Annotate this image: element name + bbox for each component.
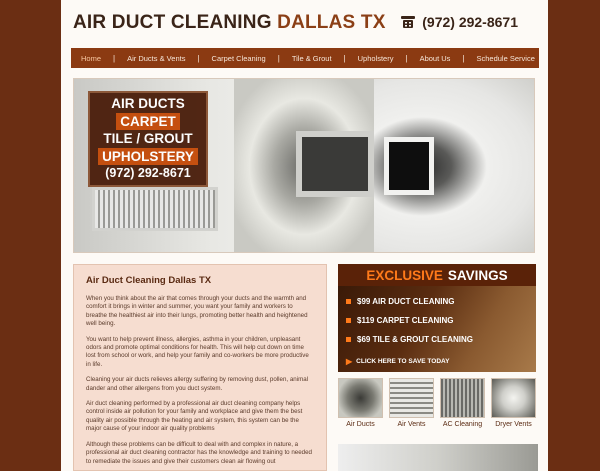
- promo-offer-text: $119 CARPET CLEANING: [357, 316, 454, 325]
- thumb-caption: Air Ducts: [346, 421, 375, 428]
- nav-separator: |: [405, 53, 408, 63]
- content-paragraph: When you think about the air that comes through your ducts and the warmth and comfort it brings in winter and summer, you want your family and workers to breathe the healthiest air into their lungs, promoting better health and heightened well being.: [86, 295, 308, 328]
- vent-grille-image: [92, 187, 218, 231]
- promo-offer-text: $69 TILE & GROUT CLEANING: [357, 335, 474, 344]
- hero-line-tile-grout: TILE / GROUT: [103, 131, 193, 147]
- air-vents-image: [389, 378, 434, 418]
- page-container: [61, 0, 548, 471]
- site-header: [61, 0, 548, 44]
- promo-header: [338, 264, 536, 286]
- hero-banner: [73, 78, 535, 253]
- main-nav: [71, 48, 539, 68]
- promo-head-exclusive: EXCLUSIVE: [366, 267, 443, 283]
- bullet-icon: [346, 318, 351, 323]
- nav-separator: |: [197, 53, 200, 63]
- nav-item-air-ducts-vents[interactable]: Air Ducts & Vents: [127, 53, 186, 63]
- dryer-vents-image: [491, 378, 536, 418]
- service-thumbnails: [338, 378, 538, 438]
- nav-item-carpet-cleaning[interactable]: Carpet Cleaning: [211, 53, 266, 63]
- nav-item-about-us[interactable]: About Us: [419, 53, 451, 63]
- nav-item-upholstery[interactable]: Upholstery: [357, 53, 394, 63]
- thumb-caption: Dryer Vents: [495, 421, 532, 428]
- bullet-icon: [346, 299, 351, 304]
- promo-offer-text: $99 AIR DUCT CLEANING: [357, 297, 455, 306]
- duct-opening-clean: [384, 137, 434, 195]
- thumb-caption: Air Vents: [397, 421, 426, 428]
- content-paragraph: You want to help prevent illness, allergies, asthma in your children, unpleasant odors and promote optimal conditions for health. This will help cut down on time lost from school or work, and help your family and co-workers be more productive in life.: [86, 335, 309, 368]
- exclusive-savings-banner[interactable]: [338, 264, 536, 372]
- hero-line-phone: (972) 292-8671: [105, 166, 191, 181]
- promo-offer: [346, 311, 528, 330]
- duct-opening-dirty: [296, 131, 374, 197]
- promo-head-savings: SAVINGS: [447, 267, 508, 283]
- thumb-ac-cleaning[interactable]: [440, 378, 485, 438]
- header-phone[interactable]: [400, 14, 518, 30]
- promo-offer: [346, 330, 528, 349]
- air-ducts-image: [338, 378, 383, 418]
- thumb-air-ducts[interactable]: [338, 378, 383, 438]
- thumb-air-vents[interactable]: [389, 378, 434, 438]
- arrow-right-icon: ▶: [346, 357, 353, 366]
- promo-cta-link[interactable]: [346, 357, 449, 366]
- bullet-icon: [346, 337, 351, 342]
- header-phone-number: (972) 292-8671: [422, 14, 518, 30]
- nav-item-schedule-service[interactable]: Schedule Service: [476, 53, 535, 63]
- brand-accent: DALLAS TX: [277, 12, 386, 33]
- nav-separator: |: [113, 53, 116, 63]
- content-paragraph: Air duct cleaning performed by a professional air duct cleaning company helps control inside air pollution for your family and workplace and give them the best quality air possible through the heating and air system, this system can be the major cause of your indoor air quality problems: [86, 400, 303, 433]
- hero-services-box[interactable]: [88, 91, 208, 187]
- nav-separator: |: [462, 53, 465, 63]
- hero-line-upholstery: UPHOLSTERY: [98, 148, 198, 166]
- brand-main: AIR DUCT CLEANING: [73, 12, 278, 33]
- nav-item-tile-grout[interactable]: Tile & Grout: [291, 53, 332, 63]
- thumb-dryer-vents[interactable]: [491, 378, 536, 438]
- telephone-icon: [400, 15, 416, 29]
- site-logo-title[interactable]: [73, 12, 386, 34]
- nav-separator: |: [343, 53, 346, 63]
- nav-separator: |: [277, 53, 280, 63]
- hero-line-air-ducts: AIR DUCTS: [111, 96, 185, 112]
- hero-line-carpet: CARPET: [116, 113, 180, 131]
- ac-cleaning-image: [440, 378, 485, 418]
- content-paragraph: Cleaning your air ducts relieves allergy suffering by removing dust, pollen, animal dander and other allergens from you duct system.: [86, 376, 309, 392]
- promo-offer: [346, 292, 528, 311]
- content-paragraph: Although these problems can be difficult to deal with and complex in nature, a professional air duct cleaning contractor has the knowledge and training to needed to remediate the issues and give their customers clean air flowing out: [86, 440, 312, 465]
- content-title: Air Duct Cleaning Dallas TX: [86, 275, 212, 286]
- main-content: [73, 264, 327, 471]
- thumb-caption: AC Cleaning: [442, 421, 483, 428]
- promo-body: [338, 286, 536, 372]
- promo-cta-text: CLICK HERE TO SAVE TODAY: [356, 358, 450, 365]
- nav-item-home[interactable]: Home: [81, 53, 102, 63]
- bottom-promo-image: [338, 444, 538, 471]
